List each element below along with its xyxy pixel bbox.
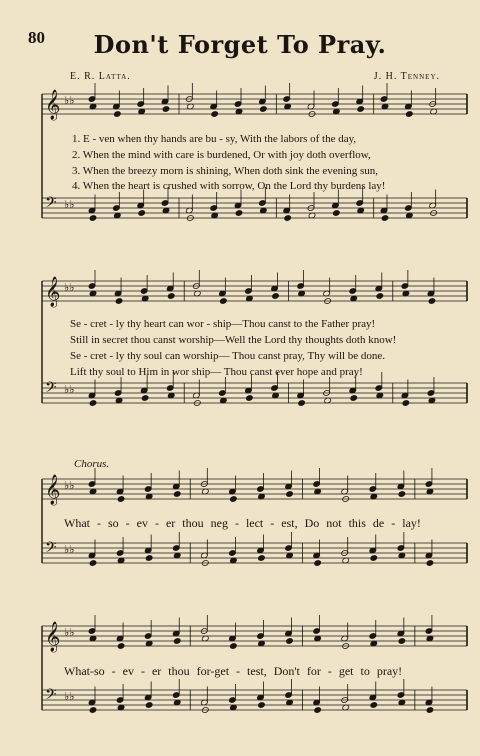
composer-credit: J. H. Tenney. (373, 71, 440, 82)
svg-text:𝄢: 𝄢 (45, 686, 57, 707)
svg-text:𝄞: 𝄞 (45, 90, 61, 120)
lyricist-credit: E. R. Latta. (70, 71, 131, 82)
verse-line-4: 4. When the heart is crushed with sorrow, On the Lord thy burdens lay! (72, 180, 386, 192)
svg-text:♭♭: ♭♭ (64, 383, 75, 396)
svg-text:𝄢: 𝄢 (45, 194, 57, 215)
svg-text:𝄞: 𝄞 (45, 277, 61, 307)
verse-line-2: 2. When the mind with care is burdened, Or with joy doth overflow, (72, 149, 371, 161)
hymn-title: Don't Forget To Pray. (93, 30, 387, 59)
chorus-line-1: What - so - ev - er thou neg - lect - est, Do not this de - lay! (64, 516, 421, 530)
refrain-line-1: Se - cret - ly thy heart can wor - ship—Thou canst to the Father pray! (70, 318, 376, 330)
refrain-line-4: Lift thy soul to Him in wor ship— Thou canst ever hope and pray! (70, 366, 363, 378)
svg-text:♭♭: ♭♭ (64, 94, 75, 107)
svg-text:♭♭: ♭♭ (64, 543, 75, 556)
svg-text:♭♭: ♭♭ (64, 690, 75, 703)
svg-text:𝄢: 𝄢 (45, 379, 57, 400)
svg-text:♭♭: ♭♭ (64, 626, 75, 639)
svg-text:𝄢: 𝄢 (45, 539, 57, 560)
chorus-label: Chorus. (74, 458, 110, 470)
svg-text:♭♭: ♭♭ (64, 281, 75, 294)
chorus-line-2: What-so - ev - er thou for-get - test, Don't for - get to pray! (64, 664, 403, 678)
refrain-line-2: Still in secret thou canst worship—Well the Lord thy thoughts doth know! (70, 334, 397, 346)
svg-text:♭♭: ♭♭ (64, 198, 75, 211)
verse-line-3: 3. When the breezy morn is shining, When doth sink the evening sun, (72, 165, 379, 177)
refrain-line-3: Se - cret - ly thy soul can worship— Thou canst pray, Thy will be done. (70, 350, 386, 362)
svg-text:♭♭: ♭♭ (64, 479, 75, 492)
verse-line-1: 1. E - ven when thy hands are bu - sy, With the labors of the day, (72, 133, 357, 145)
svg-text:𝄞: 𝄞 (45, 475, 61, 505)
svg-text:𝄞: 𝄞 (45, 622, 61, 652)
page-number: 80 (28, 28, 45, 47)
